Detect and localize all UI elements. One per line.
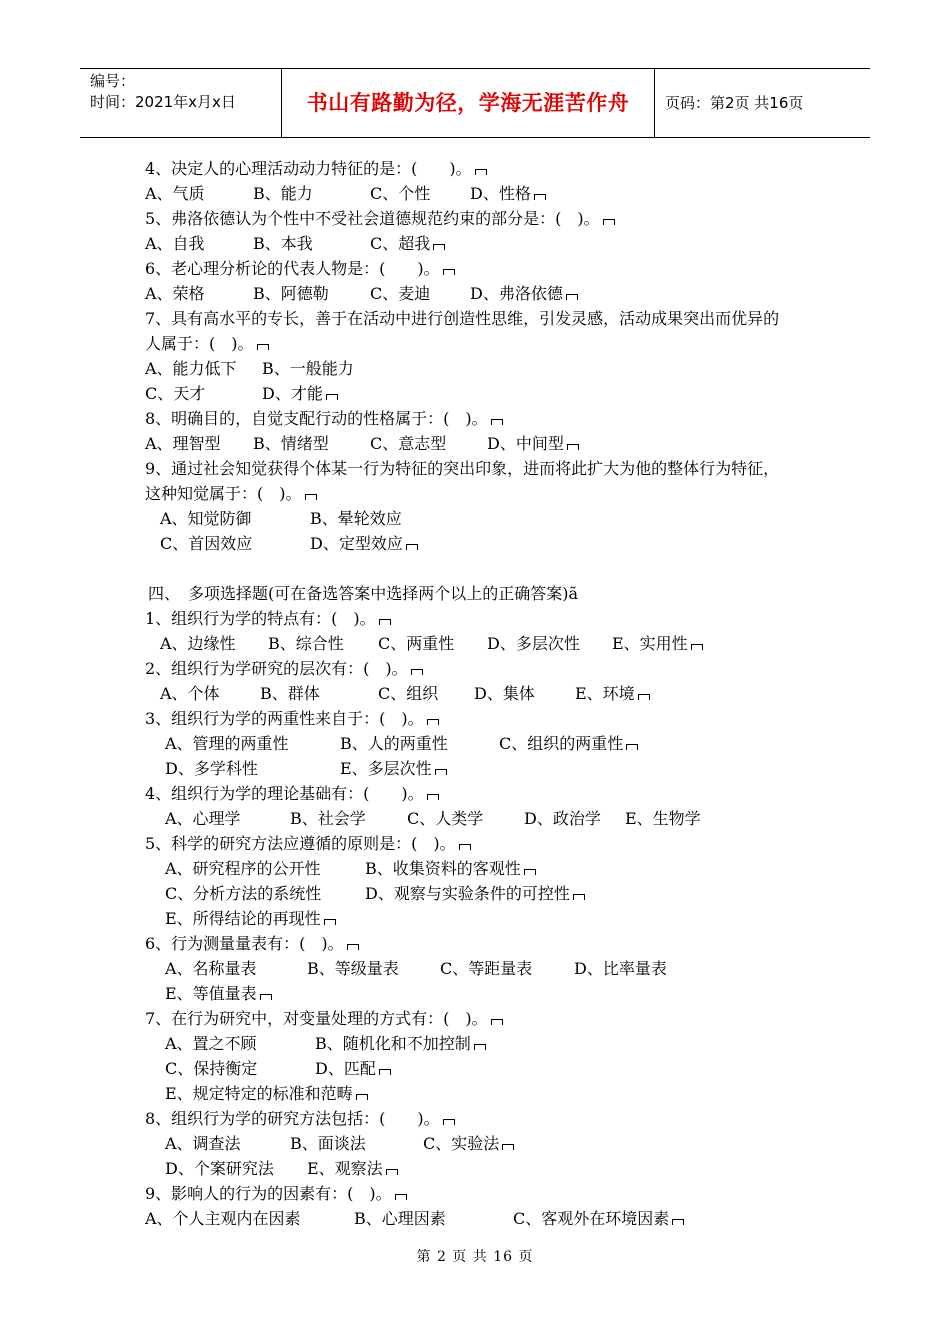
answer-option: B、情绪型 bbox=[253, 434, 329, 453]
option-row bbox=[0, 184, 950, 204]
option-row bbox=[0, 434, 950, 454]
answer-option: C、麦迪 bbox=[370, 284, 431, 303]
answer-option: A、调查法 bbox=[165, 1134, 241, 1153]
answer-option: E、实用性 bbox=[612, 634, 703, 654]
answer-option: B、阿德勒 bbox=[253, 284, 329, 303]
answer-option: C、等距量表 bbox=[440, 959, 533, 978]
answer-option: C、实验法 bbox=[423, 1134, 514, 1154]
answer-option: A、理智型 bbox=[145, 434, 221, 453]
answer-option: C、保持衡定 bbox=[165, 1059, 258, 1078]
answer-option: C、组织 bbox=[378, 684, 439, 703]
line-text: 1、组织行为学的特点有：( )。 bbox=[145, 609, 391, 629]
answer-option: B、面谈法 bbox=[290, 1134, 366, 1153]
option-row bbox=[0, 359, 950, 379]
question-text bbox=[0, 459, 950, 479]
line-text: 这种知觉属于：( )。 bbox=[145, 484, 317, 504]
option-row bbox=[0, 984, 950, 1004]
paragraph-mark-icon bbox=[379, 1069, 391, 1075]
line-text: 5、弗洛依德认为个性中不受社会道德规范约束的部分是：( )。 bbox=[145, 209, 615, 229]
paragraph-mark-icon bbox=[491, 1019, 503, 1025]
paragraph-mark-icon bbox=[459, 844, 471, 850]
answer-option: B、等级量表 bbox=[307, 959, 399, 978]
answer-option: D、多层次性 bbox=[487, 634, 580, 653]
paragraph-mark-icon bbox=[566, 294, 578, 300]
paragraph-mark-icon bbox=[427, 719, 439, 725]
header-motto: 书山有路勤为径，学海无涯苦作舟 bbox=[282, 69, 655, 137]
header-meta bbox=[80, 69, 282, 137]
answer-option: B、随机化和不加控制 bbox=[315, 1034, 486, 1054]
option-row bbox=[0, 809, 950, 829]
answer-option: A、能力低下 bbox=[145, 359, 237, 378]
paragraph-mark-icon bbox=[672, 1219, 684, 1225]
question-text bbox=[0, 484, 950, 504]
answer-option: E、观察法 bbox=[307, 1159, 398, 1179]
paragraph-mark-icon bbox=[395, 1194, 407, 1200]
paragraph-mark-icon bbox=[603, 219, 615, 225]
answer-option: A、个体 bbox=[160, 684, 220, 703]
answer-option: D、弗洛依德 bbox=[470, 284, 578, 304]
answer-option: C、人类学 bbox=[407, 809, 484, 828]
page-header bbox=[80, 68, 870, 138]
option-row bbox=[0, 734, 950, 754]
option-row bbox=[0, 509, 950, 529]
answer-option: B、本我 bbox=[253, 234, 313, 253]
answer-option: E、多层次性 bbox=[340, 759, 447, 779]
answer-option: D、集体 bbox=[474, 684, 535, 703]
answer-option: A、置之不顾 bbox=[165, 1034, 257, 1053]
question-text bbox=[0, 334, 950, 354]
answer-option: D、观察与实验条件的可控性 bbox=[365, 884, 585, 904]
answer-option: A、心理学 bbox=[165, 809, 241, 828]
answer-option: D、性格 bbox=[470, 184, 546, 204]
answer-option: B、人的两重性 bbox=[340, 734, 448, 753]
page-footer: 第 2 页 共 16 页 bbox=[416, 1249, 534, 1265]
line-text: 7、具有高水平的专长，善于在活动中进行创造性思维，引发灵感，活动成果突出而优异的 bbox=[145, 309, 780, 328]
answer-option: C、个性 bbox=[370, 184, 431, 203]
answer-option: E、生物学 bbox=[625, 809, 701, 828]
option-row bbox=[0, 634, 950, 654]
paragraph-mark-icon bbox=[475, 169, 487, 175]
option-row bbox=[0, 534, 950, 554]
line-text: 3、组织行为学的两重性来自于：( )。 bbox=[145, 709, 439, 729]
paragraph-mark-icon bbox=[573, 894, 585, 900]
answer-option: D、匹配 bbox=[315, 1059, 391, 1079]
question-text bbox=[0, 209, 950, 229]
option-row bbox=[0, 859, 950, 879]
paragraph-mark-icon bbox=[524, 869, 536, 875]
answer-option: A、研究程序的公开性 bbox=[165, 859, 321, 878]
option-row bbox=[0, 234, 950, 254]
paragraph-mark-icon bbox=[443, 269, 455, 275]
option-row bbox=[0, 759, 950, 779]
answer-option: D、多学科性 bbox=[165, 759, 258, 778]
line-text: 6、老心理分析论的代表人物是：( )。 bbox=[145, 259, 455, 279]
answer-option: E、规定特定的标准和范畴 bbox=[165, 1084, 368, 1104]
answer-option: C、两重性 bbox=[378, 634, 455, 653]
answer-option: D、中间型 bbox=[487, 434, 579, 454]
answer-option: C、首因效应 bbox=[160, 534, 253, 553]
question-text bbox=[0, 609, 950, 629]
line-text: 四、 多项选择题(可在备选答案中选择两个以上的正确答案)ã bbox=[148, 584, 579, 603]
answer-option: D、比率量表 bbox=[574, 959, 667, 978]
option-row bbox=[0, 909, 950, 929]
answer-option: C、分析方法的系统性 bbox=[165, 884, 322, 903]
answer-option: D、政治学 bbox=[524, 809, 601, 828]
paragraph-mark-icon bbox=[626, 744, 638, 750]
answer-option: A、管理的两重性 bbox=[165, 734, 289, 753]
paragraph-mark-icon bbox=[326, 394, 338, 400]
line-text: 7、在行为研究中，对变量处理的方式有：( )。 bbox=[145, 1009, 503, 1029]
answer-option: A、荣格 bbox=[145, 284, 205, 303]
paragraph-mark-icon bbox=[257, 344, 269, 350]
option-row bbox=[0, 1134, 950, 1154]
answer-option: D、定型效应 bbox=[310, 534, 418, 554]
option-row bbox=[0, 384, 950, 404]
answer-option: A、名称量表 bbox=[165, 959, 257, 978]
answer-option: A、气质 bbox=[145, 184, 205, 203]
header-time-label: 时间：2021年x月x日 bbox=[90, 93, 236, 111]
paragraph-mark-icon bbox=[491, 419, 503, 425]
answer-option: C、天才 bbox=[145, 384, 206, 403]
question-text bbox=[0, 784, 950, 804]
paragraph-mark-icon bbox=[386, 1169, 398, 1175]
answer-option: B、能力 bbox=[253, 184, 313, 203]
option-row bbox=[0, 884, 950, 904]
option-row bbox=[0, 959, 950, 979]
option-row bbox=[0, 1159, 950, 1179]
answer-option: B、晕轮效应 bbox=[310, 509, 402, 528]
option-row bbox=[0, 1084, 950, 1104]
line-text: 5、科学的研究方法应遵循的原则是：( )。 bbox=[145, 834, 471, 854]
option-row bbox=[0, 1209, 950, 1229]
paragraph-mark-icon bbox=[691, 644, 703, 650]
paragraph-mark-icon bbox=[411, 669, 423, 675]
answer-option: A、边缘性 bbox=[160, 634, 236, 653]
line-text: 8、明确目的，自觉支配行动的性格属于：( )。 bbox=[145, 409, 503, 429]
paragraph-mark-icon bbox=[324, 919, 336, 925]
paragraph-mark-icon bbox=[427, 794, 439, 800]
answer-option: A、个人主观内在因素 bbox=[145, 1209, 301, 1228]
answer-option: E、等值量表 bbox=[165, 984, 272, 1004]
answer-option: B、综合性 bbox=[268, 634, 344, 653]
answer-option: A、自我 bbox=[145, 234, 205, 253]
line-text: 4、决定人的心理活动动力特征的是：( )。 bbox=[145, 159, 487, 179]
question-text bbox=[0, 409, 950, 429]
paragraph-mark-icon bbox=[406, 544, 418, 550]
paragraph-mark-icon bbox=[567, 444, 579, 450]
question-text bbox=[0, 1109, 950, 1129]
question-text bbox=[0, 584, 950, 604]
line-text: 4、组织行为学的理论基础有：( )。 bbox=[145, 784, 439, 804]
option-row bbox=[0, 1059, 950, 1079]
answer-option: E、环境 bbox=[575, 684, 650, 704]
line-text: 人属于：( )。 bbox=[145, 334, 269, 354]
header-number-label: 编号： bbox=[90, 72, 136, 90]
answer-option: C、意志型 bbox=[370, 434, 447, 453]
question-text bbox=[0, 1184, 950, 1204]
question-text bbox=[0, 159, 950, 179]
question-text bbox=[0, 259, 950, 279]
question-text bbox=[0, 709, 950, 729]
paragraph-mark-icon bbox=[433, 244, 445, 250]
answer-option: B、一般能力 bbox=[262, 359, 354, 378]
paragraph-mark-icon bbox=[347, 944, 359, 950]
answer-option: C、超我 bbox=[370, 234, 445, 254]
paragraph-mark-icon bbox=[379, 619, 391, 625]
question-text bbox=[0, 1009, 950, 1029]
paragraph-mark-icon bbox=[305, 494, 317, 500]
paragraph-mark-icon bbox=[435, 769, 447, 775]
answer-option: A、知觉防御 bbox=[160, 509, 252, 528]
paragraph-mark-icon bbox=[443, 1119, 455, 1125]
paragraph-mark-icon bbox=[260, 994, 272, 1000]
header-page-label: 页码：第2页 共16页 bbox=[665, 94, 804, 112]
question-text bbox=[0, 309, 950, 329]
option-row bbox=[0, 284, 950, 304]
answer-option: C、组织的两重性 bbox=[499, 734, 638, 754]
paragraph-mark-icon bbox=[356, 1094, 368, 1100]
question-text bbox=[0, 834, 950, 854]
option-row bbox=[0, 684, 950, 704]
answer-option: C、客观外在环境因素 bbox=[513, 1209, 684, 1229]
answer-option: D、个案研究法 bbox=[165, 1159, 274, 1178]
line-text: 6、行为测量量表有：( )。 bbox=[145, 934, 359, 954]
question-text bbox=[0, 659, 950, 679]
question-text bbox=[0, 934, 950, 954]
paragraph-mark-icon bbox=[534, 194, 546, 200]
answer-option: B、心理因素 bbox=[354, 1209, 446, 1228]
option-row bbox=[0, 1034, 950, 1054]
answer-option: B、群体 bbox=[260, 684, 320, 703]
line-text: 2、组织行为学研究的层次有：( )。 bbox=[145, 659, 423, 679]
line-text: 9、影响人的行为的因素有：( )。 bbox=[145, 1184, 407, 1204]
answer-option: B、收集资料的客观性 bbox=[365, 859, 536, 879]
answer-option: B、社会学 bbox=[290, 809, 366, 828]
paragraph-mark-icon bbox=[638, 694, 650, 700]
line-text: 8、组织行为学的研究方法包括：( )。 bbox=[145, 1109, 455, 1129]
answer-option: E、所得结论的再现性 bbox=[165, 909, 336, 929]
paragraph-mark-icon bbox=[502, 1144, 514, 1150]
line-text: 9、通过社会知觉获得个体某一行为特征的突出印象，进而将此扩大为他的整体行为特征， bbox=[145, 459, 780, 478]
answer-option: D、才能 bbox=[262, 384, 338, 404]
blank-line bbox=[0, 559, 950, 579]
paragraph-mark-icon bbox=[474, 1044, 486, 1050]
